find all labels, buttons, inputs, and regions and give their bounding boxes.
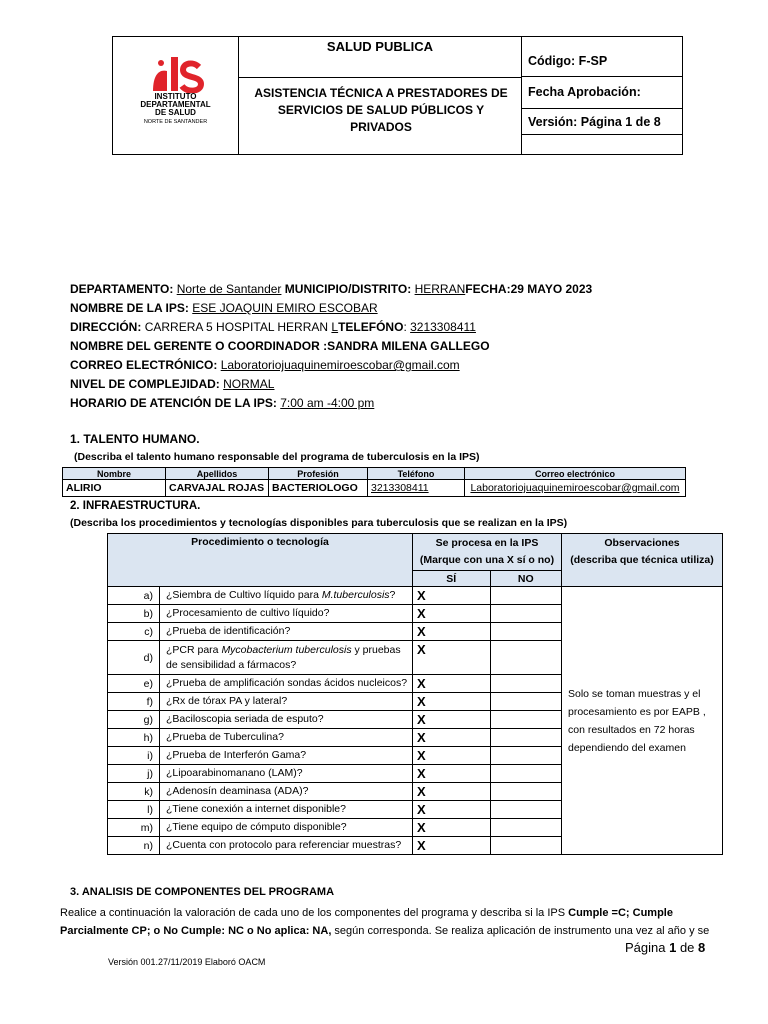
no-mark[interactable]: [490, 747, 561, 765]
cell-apellidos: CARVAJAL ROJAS: [166, 480, 269, 497]
row-procedure: [160, 765, 413, 783]
document-title: ASISTENCIA TÉCNICA A PRESTADORES DE SERVICIOS DE SALUD PÚBLICOS Y PRIVADOS: [254, 86, 508, 134]
no-mark[interactable]: [490, 711, 561, 729]
yes-mark[interactable]: X: [413, 783, 491, 801]
observation-cell: Solo se toman muestras y el procesamiento es por EAPB , con resultados en 72 horas dependiendo del examen: [562, 587, 723, 855]
page-number: 1: [669, 940, 677, 955]
row-procedure: [160, 641, 413, 675]
yes-mark[interactable]: X: [413, 747, 491, 765]
infra-row: [108, 587, 723, 605]
yes-mark[interactable]: X: [413, 837, 491, 855]
no-mark[interactable]: [490, 765, 561, 783]
area-title: SALUD PUBLICA: [326, 39, 434, 54]
talent-header-row: [63, 468, 686, 480]
col-se-procesa-line2: (Marque con una X sí o no): [419, 554, 555, 566]
logo-line-2: DEPARTAMENTAL: [140, 100, 211, 109]
procedure-text: ¿Prueba de amplificación sondas ácidos nucleicos?: [166, 677, 408, 689]
no-mark[interactable]: [490, 801, 561, 819]
procedure-text: ¿Procesamiento de cultivo líquido?: [166, 607, 330, 619]
logo-line-1: INSTITUTO: [154, 92, 197, 101]
institution-logo: [113, 37, 239, 154]
empty-cell: [522, 135, 682, 154]
row-procedure: [160, 623, 413, 641]
no-mark[interactable]: [490, 693, 561, 711]
row-procedure: [160, 605, 413, 623]
yes-mark[interactable]: X: [413, 693, 491, 711]
no-mark[interactable]: [490, 729, 561, 747]
manager-label: NOMBRE DEL GERENTE O COORDINADOR :SANDRA MILENA GALLEGO: [70, 339, 490, 353]
yes-mark[interactable]: X: [413, 641, 491, 675]
section1-subtitle: (Describa el talento humano responsable del programa de tuberculosis en la IPS): [74, 451, 480, 463]
row-letter: k): [108, 783, 160, 801]
section1-title: 1. TALENTO HUMANO.: [70, 432, 200, 446]
row-procedure: [160, 711, 413, 729]
section3-title: 3. ANALISIS DE COMPONENTES DEL PROGRAMA: [70, 886, 335, 898]
row-procedure: [160, 783, 413, 801]
row-letter: b): [108, 605, 160, 623]
procedure-text: ¿Tiene conexión a internet disponible?: [166, 803, 346, 815]
col-correo: Correo electrónico: [465, 468, 686, 480]
col-profesion: Profesión: [269, 468, 368, 480]
procedure-text: ¿PCR para: [166, 643, 222, 656]
row-procedure: [160, 837, 413, 855]
procedure-text: ¿Lipoarabinomanano (LAM)?: [166, 767, 303, 779]
section3-line2-bold: Parcialmente CP; o No Cumple: NC o No aplica: NA,: [60, 925, 332, 937]
cell-correo[interactable]: Laboratoriojuaquinemiroescobar@gmail.com: [465, 480, 686, 497]
phone-label: TELEFÓNO: [338, 320, 404, 334]
addr-value: CARRERA 5 HOSPITAL HERRAN: [144, 320, 329, 334]
ips-value: ESE JOAQUIN EMIRO ESCOBAR: [192, 301, 378, 315]
date-label: FECHA:29 MAYO 2023: [465, 282, 593, 296]
section2-title: 2. INFRAESTRUCTURA.: [70, 500, 201, 512]
row-letter: n): [108, 837, 160, 855]
hours-line: [70, 396, 374, 411]
approval-cell: Fecha Aprobación:: [522, 77, 682, 109]
row-letter: h): [108, 729, 160, 747]
row-procedure: [160, 801, 413, 819]
addr-label: DIRECCIÓN:: [70, 320, 142, 334]
no-mark[interactable]: [490, 587, 561, 605]
row-letter: e): [108, 675, 160, 693]
page-indicator: [625, 940, 705, 955]
row-letter: d): [108, 641, 160, 675]
procedure-italic: M.tuberculosis: [321, 589, 390, 601]
infra-header-row: [108, 534, 723, 571]
mun-label: MUNICIPIO/DISTRITO:: [284, 282, 412, 296]
page-mid: de: [676, 940, 699, 955]
document-header: [112, 36, 683, 155]
section3-line1-bold: Cumple =C; Cumple: [568, 907, 673, 919]
ips-line: [70, 301, 378, 316]
col-observaciones: [562, 534, 723, 587]
row-procedure: [160, 587, 413, 605]
row-letter: c): [108, 623, 160, 641]
no-mark[interactable]: [490, 783, 561, 801]
section3-line2-text: según corresponda. Se realiza aplicación de instrumento una vez al año y se: [331, 925, 710, 937]
page-total: 8: [698, 940, 706, 955]
col-se-procesa-line1: Se procesa en la IPS: [435, 537, 539, 549]
section2-subtitle: (Describa los procedimientos y tecnologías disponibles para tuberculosis que se realizan en la IPS): [70, 517, 568, 529]
row-letter: a): [108, 587, 160, 605]
ips-label: NOMBRE DE LA IPS:: [70, 301, 189, 315]
procedure-text-end: y pruebas de sensibilidad a fármacos?: [166, 643, 401, 671]
section3-line1-text: Realice a continuación la valoración de cada uno de los componentes del programa y describa si la IPS: [60, 907, 569, 919]
cell-telefono: 3213308411: [368, 480, 465, 497]
no-mark[interactable]: [490, 623, 561, 641]
col-apellidos: Apellidos: [166, 468, 269, 480]
level-label: NIVEL DE COMPLEJIDAD:: [70, 377, 220, 391]
page-prefix: Página: [625, 940, 670, 955]
yes-mark[interactable]: X: [413, 819, 491, 837]
col-nombre: Nombre: [63, 468, 166, 480]
code-cell: Código: F-SP: [522, 37, 682, 77]
hours-label: HORARIO DE ATENCIÓN DE LA IPS:: [70, 396, 277, 410]
yes-mark[interactable]: X: [413, 765, 491, 783]
email-value[interactable]: Laboratoriojuaquinemiroescobar@gmail.com: [220, 358, 460, 372]
row-letter: m): [108, 819, 160, 837]
cell-nombre: ALIRIO: [63, 480, 166, 497]
ids-logo-icon: [149, 53, 205, 93]
row-procedure: [160, 729, 413, 747]
no-mark[interactable]: [490, 641, 561, 675]
cell-profesion: BACTERIOLOGO: [269, 480, 368, 497]
procedure-text: ¿Adenosín deaminasa (ADA)?: [166, 785, 309, 797]
logo-line-3: DE SALUD: [155, 108, 196, 117]
address-line: DIRECCIÓN: CARRERA 5 HOSPITAL HERRAN LTELEFÓNO: 3213308411: [70, 320, 476, 334]
section3-line2: [60, 922, 710, 940]
col-telefono: Teléfono: [368, 468, 465, 480]
section3-paragraph: [60, 904, 710, 940]
mun-value: HERRAN: [414, 282, 466, 296]
col-obs-line1: Observaciones: [604, 537, 680, 549]
yes-mark[interactable]: X: [413, 801, 491, 819]
row-procedure: [160, 747, 413, 765]
manager-line: [70, 339, 490, 354]
email-label: CORREO ELECTRÓNICO:: [70, 358, 218, 372]
infrastructure-table: [107, 533, 723, 855]
yes-mark[interactable]: X: [413, 729, 491, 747]
procedure-text-end: ?: [389, 589, 396, 601]
no-mark[interactable]: [490, 605, 561, 623]
dept-value: Norte de Santander: [176, 282, 282, 296]
row-letter: l): [108, 801, 160, 819]
hours-value: 7:00 am -4:00 pm: [280, 396, 375, 410]
phone-value: 3213308411: [410, 320, 476, 334]
row-letter: f): [108, 693, 160, 711]
procedure-text: ¿Prueba de identificación?: [166, 625, 291, 637]
dept-label: DEPARTAMENTO:: [70, 282, 174, 296]
procedure-italic: Mycobacterium tuberculosis: [221, 643, 352, 656]
procedure-text: ¿Prueba de Tuberculina?: [166, 731, 284, 743]
col-obs-line2: (describa que técnica utiliza): [570, 554, 714, 566]
yes-mark[interactable]: X: [413, 623, 491, 641]
talent-table: [62, 467, 686, 497]
version-cell: Versión: Página 1 de 8: [522, 109, 682, 135]
row-letter: g): [108, 711, 160, 729]
row-procedure: [160, 693, 413, 711]
procedure-text: ¿Tiene equipo de cómputo disponible?: [166, 821, 347, 833]
email-line: [70, 358, 460, 373]
procedure-text: ¿Baciloscopia seriada de esputo?: [166, 713, 324, 725]
level-line: [70, 377, 274, 392]
procedure-text: ¿Rx de tórax PA y lateral?: [166, 695, 288, 707]
row-letter: i): [108, 747, 160, 765]
logo-line-4: NORTE DE SANTANDER: [143, 119, 208, 125]
procedure-text: ¿Cuenta con protocolo para referenciar muestras?: [166, 839, 402, 851]
procedure-text: ¿Siembra de Cultivo líquido para: [166, 589, 322, 601]
col-procedimiento: Procedimiento o tecnología: [108, 534, 413, 587]
version-footer: Versión 001.27/11/2019 Elaboró OACM: [108, 957, 266, 967]
talent-row: [63, 480, 686, 497]
phone-prefix: L: [331, 320, 339, 334]
procedure-text: ¿Prueba de Interferón Gama?: [166, 749, 307, 761]
yes-mark[interactable]: X: [413, 675, 491, 693]
yes-mark[interactable]: X: [413, 711, 491, 729]
section3-line1: [60, 904, 686, 922]
col-se-procesa: [413, 534, 562, 571]
row-procedure: [160, 675, 413, 693]
yes-mark[interactable]: X: [413, 587, 491, 605]
row-procedure: [160, 819, 413, 837]
no-mark[interactable]: [490, 837, 561, 855]
level-value: NORMAL: [223, 377, 275, 391]
row-letter: j): [108, 765, 160, 783]
col-si: SÍ: [413, 571, 491, 587]
department-line: [70, 282, 592, 297]
no-mark[interactable]: [490, 675, 561, 693]
no-mark[interactable]: [490, 819, 561, 837]
yes-mark[interactable]: X: [413, 605, 491, 623]
col-no: NO: [490, 571, 561, 587]
